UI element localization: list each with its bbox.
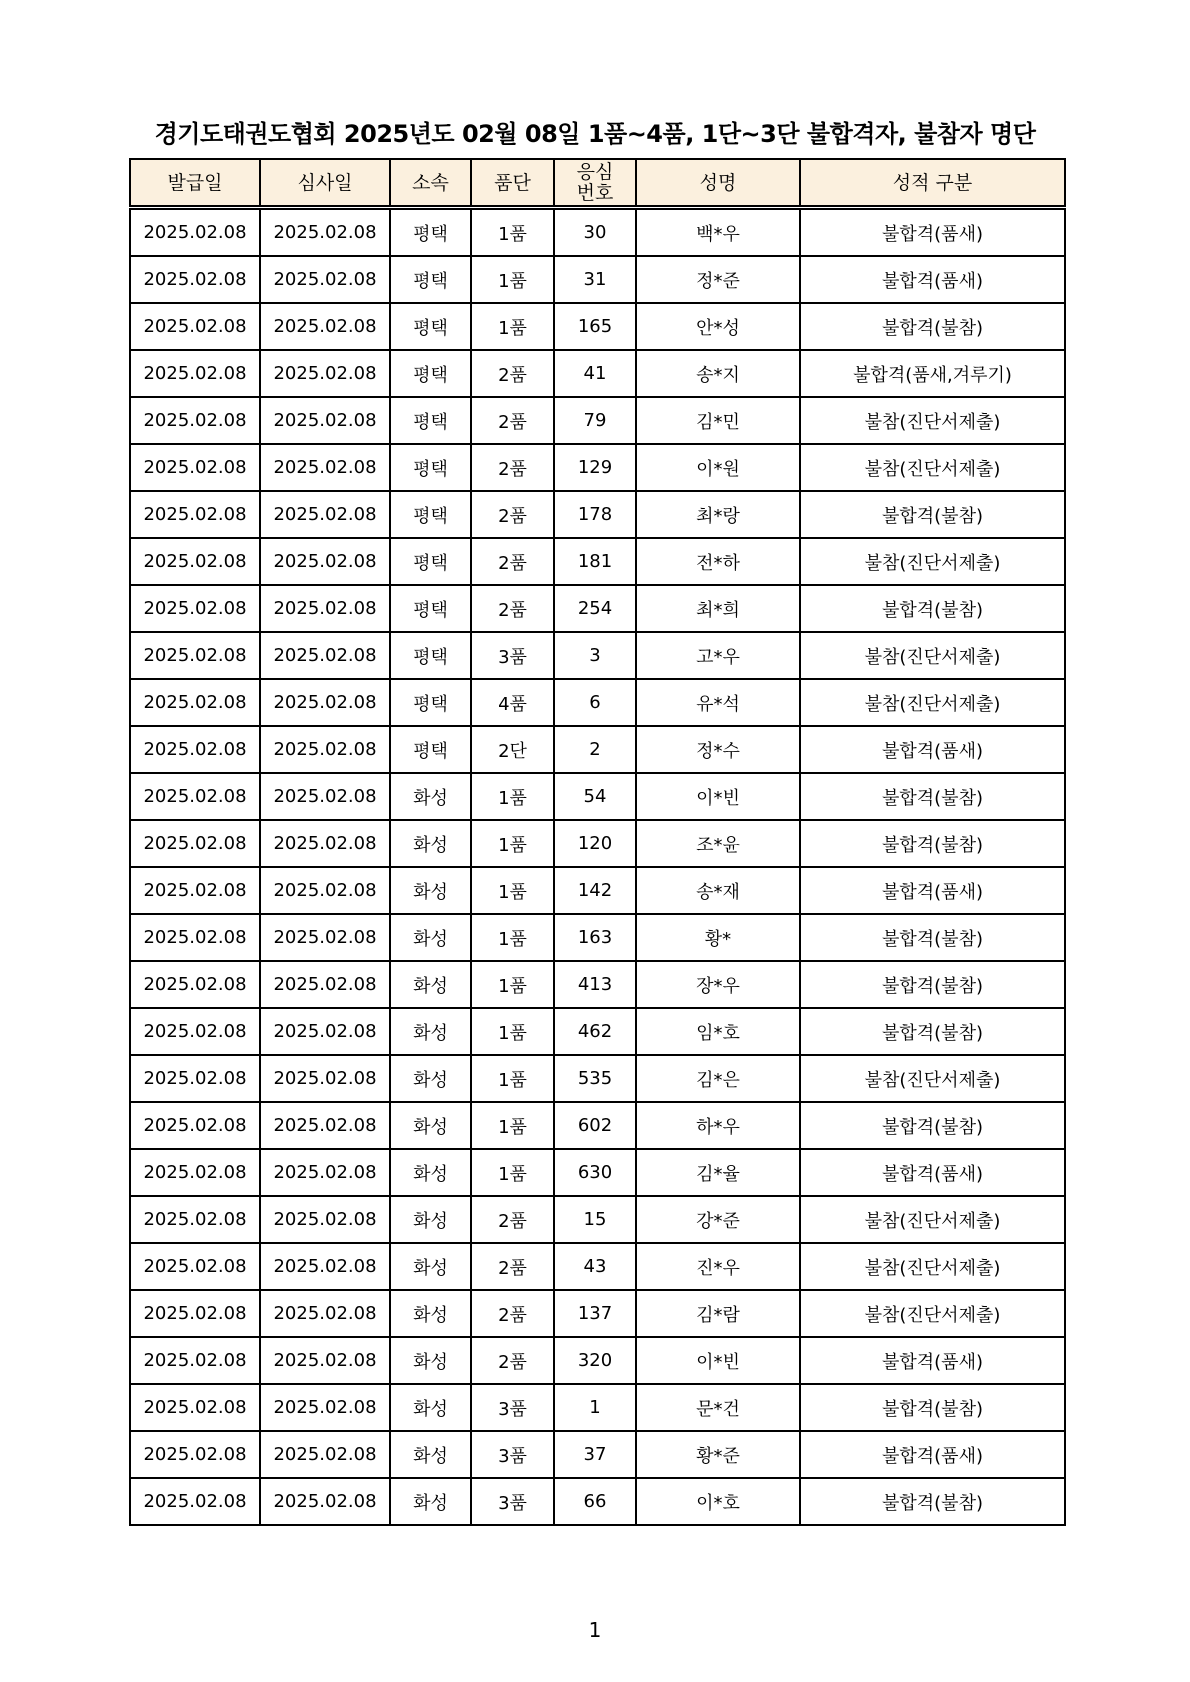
cell-result: 불합격(불참) — [800, 914, 1065, 961]
cell-issue-date: 2025.02.08 — [130, 1431, 260, 1478]
cell-exam-date: 2025.02.08 — [260, 1478, 390, 1525]
cell-exam-number: 30 — [554, 208, 636, 257]
cell-exam-number: 535 — [554, 1055, 636, 1102]
cell-name: 김*람 — [636, 1290, 800, 1337]
cell-exam-date: 2025.02.08 — [260, 632, 390, 679]
cell-org: 화성 — [390, 1149, 471, 1196]
cell-org: 화성 — [390, 1055, 471, 1102]
table-row — [130, 1478, 1065, 1525]
cell-rank: 1품 — [471, 914, 554, 961]
cell-exam-number: 2 — [554, 726, 636, 773]
cell-org: 평택 — [390, 208, 471, 257]
cell-exam-number: 630 — [554, 1149, 636, 1196]
cell-exam-date: 2025.02.08 — [260, 1102, 390, 1149]
cell-result: 불합격(품새,겨루기) — [800, 350, 1065, 397]
cell-org: 화성 — [390, 1384, 471, 1431]
table-row — [130, 867, 1065, 914]
cell-exam-number: 43 — [554, 1243, 636, 1290]
cell-name: 고*우 — [636, 632, 800, 679]
cell-org: 화성 — [390, 914, 471, 961]
cell-exam-date: 2025.02.08 — [260, 1243, 390, 1290]
cell-rank: 1품 — [471, 1149, 554, 1196]
cell-rank: 3품 — [471, 632, 554, 679]
table-row — [130, 585, 1065, 632]
cell-issue-date: 2025.02.08 — [130, 1384, 260, 1431]
cell-result: 불합격(불참) — [800, 961, 1065, 1008]
cell-result: 불참(진단서제출) — [800, 538, 1065, 585]
cell-issue-date: 2025.02.08 — [130, 773, 260, 820]
cell-exam-date: 2025.02.08 — [260, 208, 390, 257]
cell-name: 이*빈 — [636, 1337, 800, 1384]
cell-name: 유*석 — [636, 679, 800, 726]
cell-issue-date: 2025.02.08 — [130, 444, 260, 491]
cell-result: 불참(진단서제출) — [800, 1243, 1065, 1290]
page-number: 1 — [588, 1618, 602, 1642]
table-header — [130, 159, 1065, 208]
cell-rank: 1품 — [471, 208, 554, 257]
cell-result: 불합격(품새) — [800, 867, 1065, 914]
cell-org: 평택 — [390, 444, 471, 491]
document-title: 경기도태권도협회 2025년도 02월 08일 1품~4품, 1단~3단 불합격자, 불참자 명단 — [154, 120, 1036, 148]
results-table — [129, 158, 1066, 1526]
table-row — [130, 1243, 1065, 1290]
cell-exam-number: 37 — [554, 1431, 636, 1478]
cell-rank: 2품 — [471, 491, 554, 538]
table-row — [130, 632, 1065, 679]
cell-result: 불참(진단서제출) — [800, 1055, 1065, 1102]
cell-exam-date: 2025.02.08 — [260, 1290, 390, 1337]
cell-exam-number: 15 — [554, 1196, 636, 1243]
cell-issue-date: 2025.02.08 — [130, 1008, 260, 1055]
cell-exam-date: 2025.02.08 — [260, 303, 390, 350]
cell-exam-number: 181 — [554, 538, 636, 585]
header-exam-number-line1: 응심 — [576, 160, 614, 183]
cell-rank: 2품 — [471, 1243, 554, 1290]
cell-exam-number: 165 — [554, 303, 636, 350]
table-row — [130, 726, 1065, 773]
cell-rank: 2품 — [471, 397, 554, 444]
cell-exam-date: 2025.02.08 — [260, 961, 390, 1008]
cell-org: 화성 — [390, 820, 471, 867]
cell-rank: 2품 — [471, 350, 554, 397]
cell-result: 불합격(품새) — [800, 1337, 1065, 1384]
cell-rank: 1품 — [471, 1102, 554, 1149]
cell-org: 화성 — [390, 1196, 471, 1243]
cell-name: 정*준 — [636, 256, 800, 303]
cell-name: 최*희 — [636, 585, 800, 632]
cell-issue-date: 2025.02.08 — [130, 867, 260, 914]
results-table-container — [129, 158, 1064, 1526]
cell-exam-number: 462 — [554, 1008, 636, 1055]
cell-issue-date: 2025.02.08 — [130, 1290, 260, 1337]
cell-org: 평택 — [390, 397, 471, 444]
table-row — [130, 350, 1065, 397]
cell-exam-date: 2025.02.08 — [260, 1149, 390, 1196]
cell-org: 화성 — [390, 1478, 471, 1525]
cell-name: 최*랑 — [636, 491, 800, 538]
cell-name: 조*윤 — [636, 820, 800, 867]
table-row — [130, 1196, 1065, 1243]
cell-exam-date: 2025.02.08 — [260, 820, 390, 867]
table-row — [130, 208, 1065, 257]
cell-exam-number: 6 — [554, 679, 636, 726]
header-exam-number-line2: 번호 — [576, 181, 614, 204]
cell-exam-number: 79 — [554, 397, 636, 444]
header-exam-date: 심사일 — [260, 159, 390, 208]
cell-exam-number: 254 — [554, 585, 636, 632]
cell-name: 전*하 — [636, 538, 800, 585]
cell-name: 황* — [636, 914, 800, 961]
header-result: 성적 구분 — [800, 159, 1065, 208]
cell-exam-number: 129 — [554, 444, 636, 491]
cell-name: 강*준 — [636, 1196, 800, 1243]
cell-rank: 1품 — [471, 1008, 554, 1055]
cell-exam-number: 54 — [554, 773, 636, 820]
cell-exam-number: 1 — [554, 1384, 636, 1431]
cell-org: 화성 — [390, 1337, 471, 1384]
header-exam-number — [554, 159, 636, 208]
cell-name: 김*민 — [636, 397, 800, 444]
cell-name: 김*율 — [636, 1149, 800, 1196]
cell-org: 평택 — [390, 491, 471, 538]
cell-org: 평택 — [390, 585, 471, 632]
cell-exam-date: 2025.02.08 — [260, 726, 390, 773]
table-body — [130, 208, 1065, 1526]
cell-issue-date: 2025.02.08 — [130, 1196, 260, 1243]
cell-rank: 3품 — [471, 1478, 554, 1525]
cell-name: 이*호 — [636, 1478, 800, 1525]
table-row — [130, 1008, 1065, 1055]
cell-name: 황*준 — [636, 1431, 800, 1478]
cell-issue-date: 2025.02.08 — [130, 726, 260, 773]
cell-issue-date: 2025.02.08 — [130, 1149, 260, 1196]
table-row — [130, 1290, 1065, 1337]
cell-exam-date: 2025.02.08 — [260, 679, 390, 726]
cell-issue-date: 2025.02.08 — [130, 303, 260, 350]
cell-result: 불참(진단서제출) — [800, 444, 1065, 491]
cell-exam-number: 3 — [554, 632, 636, 679]
cell-rank: 1품 — [471, 961, 554, 1008]
cell-exam-date: 2025.02.08 — [260, 256, 390, 303]
cell-exam-date: 2025.02.08 — [260, 773, 390, 820]
cell-issue-date: 2025.02.08 — [130, 208, 260, 257]
cell-exam-number: 320 — [554, 1337, 636, 1384]
table-row — [130, 679, 1065, 726]
cell-issue-date: 2025.02.08 — [130, 914, 260, 961]
cell-rank: 2품 — [471, 1196, 554, 1243]
cell-result: 불참(진단서제출) — [800, 1196, 1065, 1243]
cell-name: 하*우 — [636, 1102, 800, 1149]
cell-name: 김*은 — [636, 1055, 800, 1102]
cell-org: 화성 — [390, 1102, 471, 1149]
cell-org: 화성 — [390, 961, 471, 1008]
cell-result: 불합격(불참) — [800, 585, 1065, 632]
cell-rank: 1품 — [471, 256, 554, 303]
cell-exam-date: 2025.02.08 — [260, 914, 390, 961]
header-org: 소속 — [390, 159, 471, 208]
cell-name: 이*원 — [636, 444, 800, 491]
cell-name: 이*빈 — [636, 773, 800, 820]
cell-result: 불합격(품새) — [800, 256, 1065, 303]
cell-exam-date: 2025.02.08 — [260, 1196, 390, 1243]
cell-exam-date: 2025.02.08 — [260, 1008, 390, 1055]
cell-issue-date: 2025.02.08 — [130, 679, 260, 726]
cell-exam-number: 120 — [554, 820, 636, 867]
cell-result: 불합격(불참) — [800, 491, 1065, 538]
cell-rank: 2단 — [471, 726, 554, 773]
cell-org: 화성 — [390, 773, 471, 820]
cell-rank: 1품 — [471, 773, 554, 820]
cell-result: 불참(진단서제출) — [800, 679, 1065, 726]
cell-exam-number: 413 — [554, 961, 636, 1008]
table-row — [130, 820, 1065, 867]
table-row — [130, 1337, 1065, 1384]
cell-result: 불합격(불참) — [800, 1384, 1065, 1431]
cell-exam-date: 2025.02.08 — [260, 538, 390, 585]
cell-exam-number: 142 — [554, 867, 636, 914]
cell-exam-date: 2025.02.08 — [260, 585, 390, 632]
header-issue-date: 발급일 — [130, 159, 260, 208]
cell-issue-date: 2025.02.08 — [130, 1102, 260, 1149]
table-row — [130, 1384, 1065, 1431]
cell-issue-date: 2025.02.08 — [130, 491, 260, 538]
cell-result: 불합격(불참) — [800, 1008, 1065, 1055]
header-rank: 품단 — [471, 159, 554, 208]
cell-result: 불합격(품새) — [800, 208, 1065, 257]
cell-exam-date: 2025.02.08 — [260, 444, 390, 491]
cell-org: 평택 — [390, 256, 471, 303]
cell-exam-date: 2025.02.08 — [260, 1431, 390, 1478]
cell-name: 송*재 — [636, 867, 800, 914]
table-row — [130, 1055, 1065, 1102]
cell-exam-number: 137 — [554, 1290, 636, 1337]
cell-name: 진*우 — [636, 1243, 800, 1290]
cell-issue-date: 2025.02.08 — [130, 256, 260, 303]
cell-name: 백*우 — [636, 208, 800, 257]
cell-result: 불합격(품새) — [800, 1149, 1065, 1196]
cell-org: 평택 — [390, 538, 471, 585]
cell-issue-date: 2025.02.08 — [130, 1337, 260, 1384]
cell-name: 송*지 — [636, 350, 800, 397]
cell-org: 평택 — [390, 303, 471, 350]
cell-exam-number: 602 — [554, 1102, 636, 1149]
cell-rank: 4품 — [471, 679, 554, 726]
table-row — [130, 303, 1065, 350]
cell-issue-date: 2025.02.08 — [130, 397, 260, 444]
cell-exam-date: 2025.02.08 — [260, 1384, 390, 1431]
cell-org: 평택 — [390, 726, 471, 773]
cell-exam-number: 41 — [554, 350, 636, 397]
cell-org: 화성 — [390, 1290, 471, 1337]
cell-org: 평택 — [390, 350, 471, 397]
cell-result: 불참(진단서제출) — [800, 1290, 1065, 1337]
cell-issue-date: 2025.02.08 — [130, 632, 260, 679]
cell-rank: 1품 — [471, 303, 554, 350]
cell-rank: 3품 — [471, 1384, 554, 1431]
cell-rank: 2품 — [471, 444, 554, 491]
cell-name: 장*우 — [636, 961, 800, 1008]
cell-exam-number: 66 — [554, 1478, 636, 1525]
header-name: 성명 — [636, 159, 800, 208]
cell-exam-date: 2025.02.08 — [260, 491, 390, 538]
cell-issue-date: 2025.02.08 — [130, 538, 260, 585]
cell-rank: 2품 — [471, 585, 554, 632]
cell-rank: 2품 — [471, 1337, 554, 1384]
cell-name: 임*호 — [636, 1008, 800, 1055]
table-row — [130, 538, 1065, 585]
cell-result: 불합격(품새) — [800, 726, 1065, 773]
cell-result: 불합격(불참) — [800, 1102, 1065, 1149]
cell-exam-date: 2025.02.08 — [260, 397, 390, 444]
cell-org: 평택 — [390, 679, 471, 726]
cell-rank: 2품 — [471, 1290, 554, 1337]
cell-issue-date: 2025.02.08 — [130, 1478, 260, 1525]
cell-rank: 1품 — [471, 820, 554, 867]
cell-org: 화성 — [390, 1431, 471, 1478]
table-row — [130, 914, 1065, 961]
table-row — [130, 773, 1065, 820]
cell-name: 문*건 — [636, 1384, 800, 1431]
cell-result: 불참(진단서제출) — [800, 397, 1065, 444]
cell-rank: 1품 — [471, 867, 554, 914]
cell-exam-date: 2025.02.08 — [260, 867, 390, 914]
table-row — [130, 256, 1065, 303]
table-row — [130, 1149, 1065, 1196]
cell-result: 불합격(불참) — [800, 1478, 1065, 1525]
cell-org: 화성 — [390, 1243, 471, 1290]
cell-org: 화성 — [390, 867, 471, 914]
table-row — [130, 1431, 1065, 1478]
table-row — [130, 961, 1065, 1008]
cell-name: 안*성 — [636, 303, 800, 350]
cell-issue-date: 2025.02.08 — [130, 820, 260, 867]
cell-exam-number: 178 — [554, 491, 636, 538]
cell-result: 불합격(불참) — [800, 303, 1065, 350]
cell-issue-date: 2025.02.08 — [130, 350, 260, 397]
cell-issue-date: 2025.02.08 — [130, 961, 260, 1008]
cell-org: 화성 — [390, 1008, 471, 1055]
cell-exam-date: 2025.02.08 — [260, 350, 390, 397]
cell-issue-date: 2025.02.08 — [130, 585, 260, 632]
table-row — [130, 491, 1065, 538]
cell-exam-date: 2025.02.08 — [260, 1337, 390, 1384]
cell-exam-number: 163 — [554, 914, 636, 961]
cell-result: 불참(진단서제출) — [800, 632, 1065, 679]
table-row — [130, 444, 1065, 491]
cell-result: 불합격(불참) — [800, 820, 1065, 867]
cell-result: 불합격(품새) — [800, 1431, 1065, 1478]
header-row — [130, 159, 1065, 208]
cell-org: 평택 — [390, 632, 471, 679]
cell-rank: 3품 — [471, 1431, 554, 1478]
table-row — [130, 397, 1065, 444]
cell-result: 불합격(불참) — [800, 773, 1065, 820]
table-row — [130, 1102, 1065, 1149]
cell-issue-date: 2025.02.08 — [130, 1243, 260, 1290]
cell-rank: 1품 — [471, 1055, 554, 1102]
cell-rank: 2품 — [471, 538, 554, 585]
cell-exam-number: 31 — [554, 256, 636, 303]
cell-name: 정*수 — [636, 726, 800, 773]
cell-issue-date: 2025.02.08 — [130, 1055, 260, 1102]
cell-exam-date: 2025.02.08 — [260, 1055, 390, 1102]
